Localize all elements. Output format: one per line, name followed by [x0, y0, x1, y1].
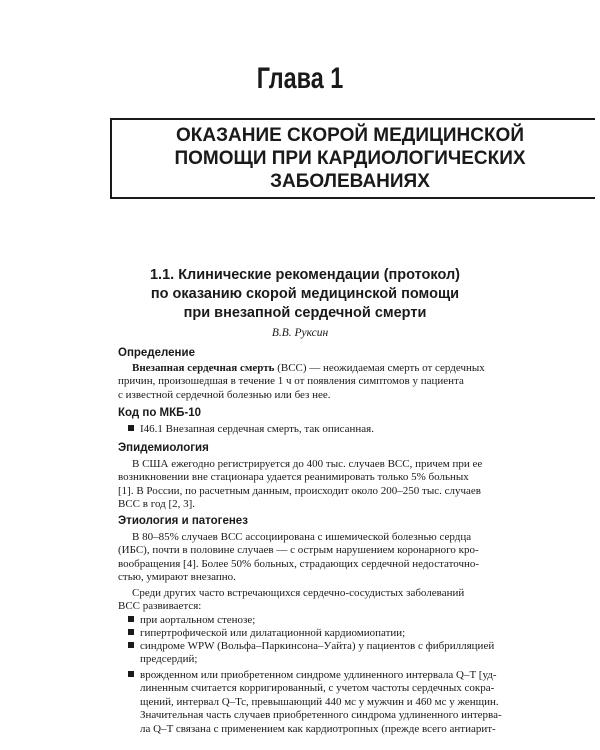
etiology-heading: Этиология и патогенез [118, 515, 248, 527]
bullet-square-icon [128, 642, 134, 648]
definition-term: Внезапная сердечная смерть [132, 362, 275, 374]
chapter-top-rule [110, 118, 595, 120]
author: В.В. Руксин [271, 327, 329, 339]
chapter-bottom-rule [110, 197, 595, 199]
bullet-square-icon [128, 629, 134, 635]
etiology-line: Среди других часто встречающихся сердечно-сосудистых заболеваний [132, 587, 465, 599]
etiology-line: стью, умирают внезапно. [118, 571, 236, 584]
definition-line: причин, произошедшая в течение 1 ч от появления симптомов у пациента [118, 375, 464, 388]
epidemiology-line: ВСС в год [2, 3]. [118, 498, 196, 511]
epidemiology-line: возникновении вне стационара удается реанимировать только 5% больных [118, 471, 469, 484]
etiology-line: вообращения [4]. Более 50% больных, страдающих сердечной недостаточно- [118, 557, 480, 570]
icd-heading: Код по МКБ-10 [118, 407, 202, 419]
chapter-label: Глава 1 [256, 62, 344, 95]
etiology-line: (ИБС), почти в половине случаев — с острым нарушением коронарного кро- [118, 544, 479, 557]
chapter-title-line: ОКАЗАНИЕ СКОРОЙ МЕДИЦИНСКОЙ [176, 125, 524, 146]
list-item [128, 614, 508, 627]
etiology-paragraph-2 [118, 587, 498, 614]
list-item [128, 640, 498, 667]
definition-line: с известной сердечной болезнью или без нее. [118, 388, 331, 401]
chapter-left-rule [110, 118, 112, 199]
list-item [128, 669, 502, 736]
list-item-text: при аортальном стенозе; [140, 614, 256, 626]
icd-item-text: I46.1 Внезапная сердечная смерть, так описанная. [140, 423, 374, 435]
bullet-square-icon [128, 616, 134, 622]
definition-line1-rest: (ВСС) — неожидаемая смерть от сердечных [274, 362, 485, 374]
chapter-title [130, 124, 570, 193]
chapter-title-line: ЗАБОЛЕВАНИЯХ [270, 171, 430, 192]
list-item [128, 627, 508, 640]
bullet-square-icon [128, 671, 134, 677]
definition-heading: Определение [118, 347, 195, 359]
definition-paragraph [118, 362, 498, 402]
epidemiology-line: [1]. В России, по расчетным данным, происходит около 200–250 тыс. случаев [118, 484, 481, 497]
definition-line [118, 362, 498, 375]
chapter-title-line: ПОМОЩИ ПРИ КАРДИОЛОГИЧЕСКИХ [174, 148, 526, 169]
section-title-line: по оказанию скорой медицинской помощи [150, 286, 460, 302]
list-item-text: врожденном или приобретенном синдроме удлиненного интервала Q–T [уд- [140, 669, 497, 681]
bullet-square-icon [128, 425, 134, 431]
icd-item [128, 423, 374, 435]
list-item-text: гипертрофической или дилатационной кардиомиопатии; [140, 627, 406, 639]
list-item-text: ла Q–T связана с применением как кардиотропных (прежде всего антиарит- [140, 722, 496, 735]
etiology-paragraph-1 [118, 531, 498, 585]
epidemiology-line: В США ежегодно регистрируется до 400 тыс. случаев ВСС, причем при ее [132, 458, 483, 470]
list-item-text: предсердий; [140, 653, 198, 666]
etiology-line: ВСС развивается: [118, 600, 202, 613]
etiology-line: В 80–85% случаев ВСС ассоциирована с ишемической болезнью сердца [132, 531, 472, 543]
section-title-line: 1.1. Клинические рекомендации (протокол) [149, 267, 461, 283]
epidemiology-heading: Эпидемиология [118, 442, 209, 454]
epidemiology-paragraph [118, 458, 498, 512]
section-title-line: при внезапной сердечной смерти [183, 305, 427, 321]
list-item-text: Значительная часть случаев приобретенного синдрома удлиненного интерва- [140, 709, 502, 722]
section-title [140, 266, 470, 323]
list-item-text: щений, интервал Q–Tc, превышающий 440 мс у мужчин и 460 мс у женщин. [140, 695, 499, 708]
list-item-text: синдроме WPW (Вольфа–Паркинсона–Уайта) у пациентов с фибрилляцией [140, 640, 495, 652]
list-item-text: линенным считается корригированный, с учетом частоты сердечных сокра- [140, 682, 495, 695]
